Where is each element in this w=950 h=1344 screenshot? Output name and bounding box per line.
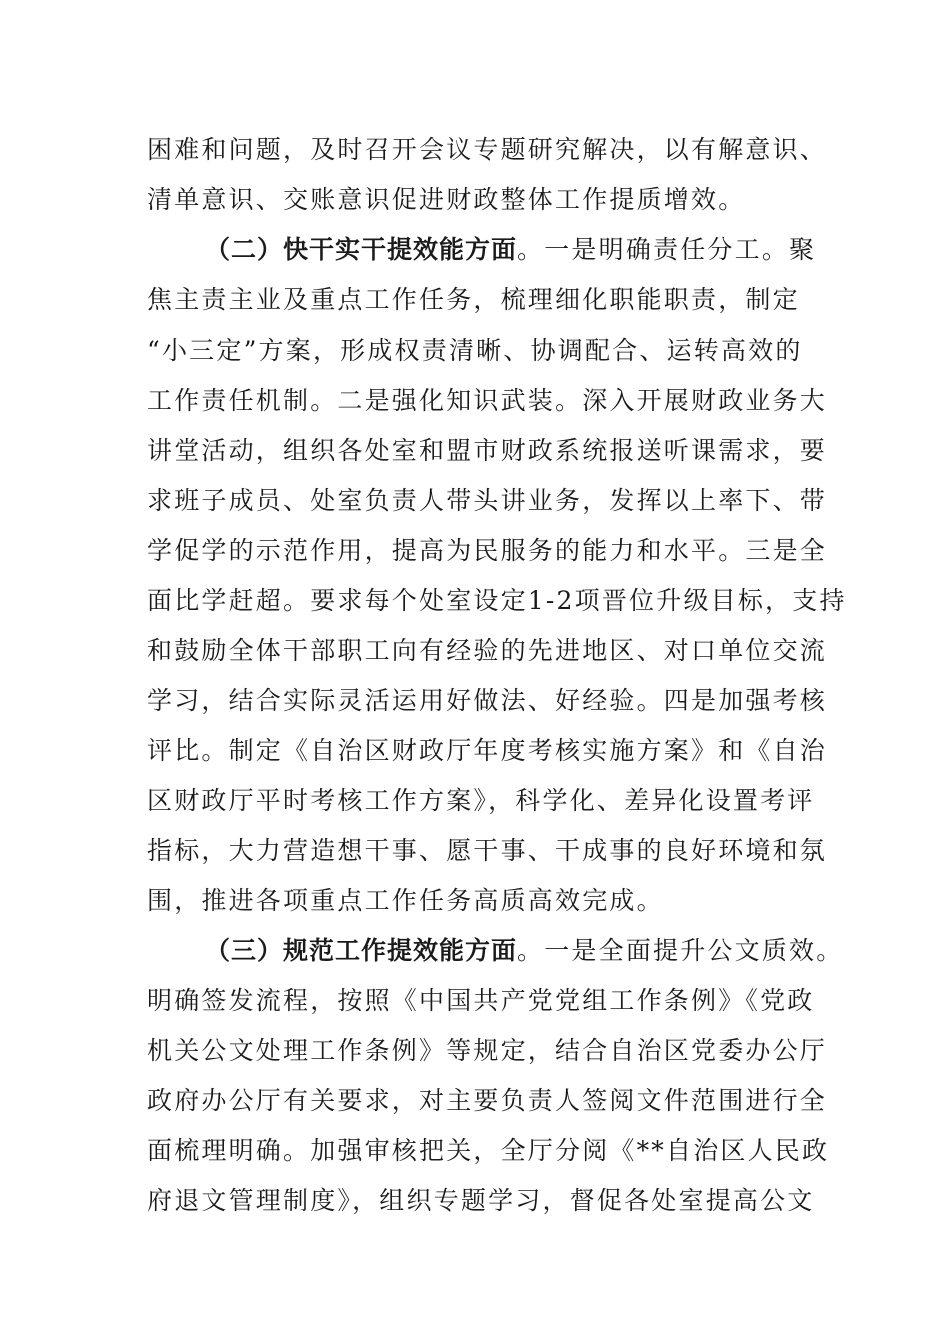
paragraph-line: “小三定”方案，形成权责清晰、协调配合、运转高效的 bbox=[147, 336, 803, 365]
paragraph-line: 清单意识、交账意识促进财政整体工作提质增效。 bbox=[147, 185, 746, 214]
paragraph-line: 困难和问题，及时召开会议专题研究解决，以有解意识、 bbox=[147, 135, 828, 164]
paragraph-line: 围，推进各项重点工作任务高质高效完成。 bbox=[147, 886, 664, 915]
paragraph-line: 和鼓励全体干部职工向有经验的先进地区、对口单位交流 bbox=[147, 636, 828, 665]
paragraph-line: 府退文管理制度》，组织专题学习，督促各处室提高公文 bbox=[147, 1186, 815, 1215]
paragraph-line: 政府办公厅有关要求，对主要负责人签阅文件范围进行全 bbox=[147, 1086, 828, 1115]
paragraph-line: 工作责任机制。二是强化知识武装。深入开展财政业务大 bbox=[147, 386, 828, 415]
paragraph-line: 区财政厅平时考核工作方案》，科学化、差异化设置考评 bbox=[147, 786, 815, 815]
paragraph-line: 求班子成员、处室负责人带头讲业务，发挥以上率下、带 bbox=[147, 486, 828, 515]
section-heading: （三）规范工作提效能方面 bbox=[205, 936, 518, 965]
paragraph-text: 。一是明确责任分工。聚 bbox=[517, 235, 817, 264]
paragraph-line: 评比。制定《自治区财政厅年度考核实施方案》和《自治 bbox=[147, 736, 828, 765]
paragraph-line: 学习，结合实际灵活运用好做法、好经验。四是加强考核 bbox=[147, 686, 828, 715]
paragraph-line: 明确签发流程，按照《中国共产党党组工作条例》《党政 bbox=[147, 986, 815, 1015]
paragraph-line: 学促学的示范作用，提高为民服务的能力和水平。三是全 bbox=[147, 536, 828, 565]
paragraph-line: 指标，大力营造想干事、愿干事、干成事的良好环境和氛 bbox=[147, 836, 828, 865]
paragraph-line: 面梳理明确。加强审核把关，全厅分阅《**自治区人民政 bbox=[147, 1136, 830, 1165]
paragraph-line: 面比学赶超。要求每个处室设定1-2项晋位升级目标，支持 bbox=[147, 586, 847, 615]
paragraph-text: 。一是全面提升公文质效。 bbox=[517, 936, 844, 965]
paragraph-line bbox=[205, 931, 844, 971]
paragraph-line bbox=[205, 230, 817, 270]
section-heading: （二）快干实干提效能方面 bbox=[205, 235, 518, 264]
paragraph-line: 机关公文处理工作条例》等规定，结合自治区党委办公厅 bbox=[147, 1036, 828, 1065]
paragraph-line: 讲堂活动，组织各处室和盟市财政系统报送听课需求，要 bbox=[147, 436, 828, 465]
paragraph-line: 焦主责主业及重点工作任务，梳理细化职能职责，制定 bbox=[147, 285, 800, 314]
